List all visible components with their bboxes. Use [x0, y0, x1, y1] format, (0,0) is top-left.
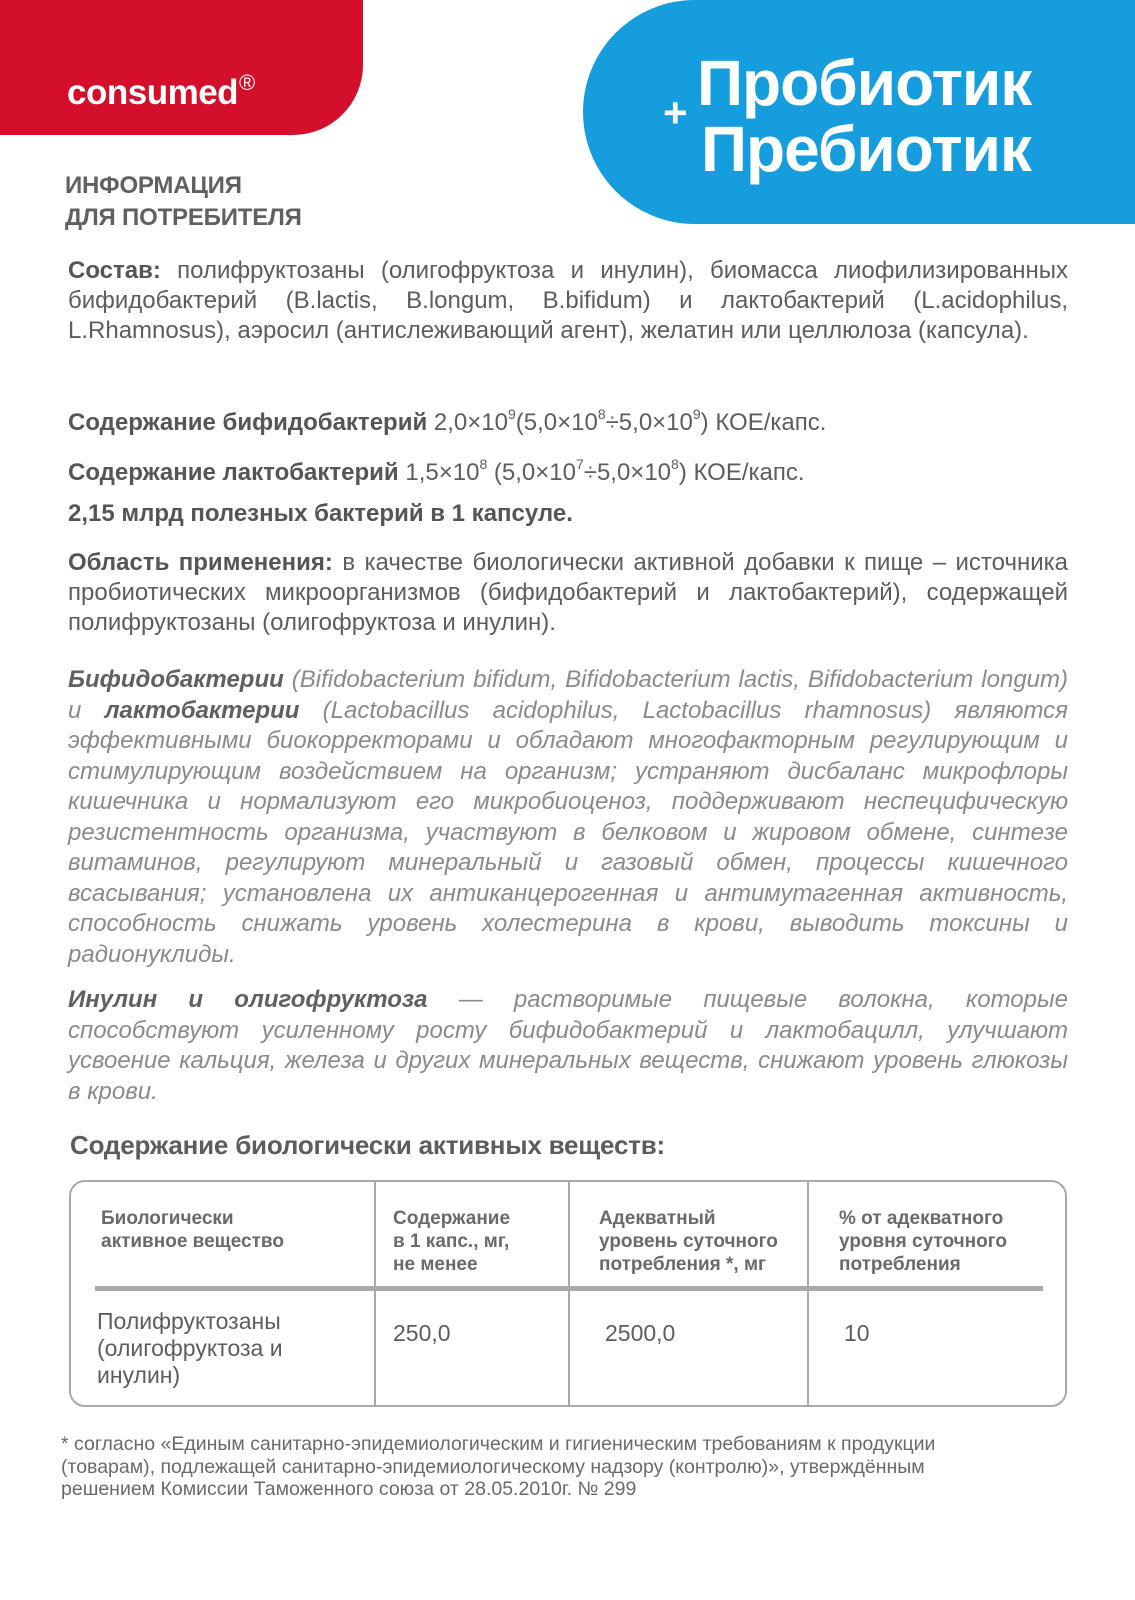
- info-heading-line2: ДЛЯ ПОТРЕБИТЕЛЯ: [65, 204, 302, 231]
- brand-logo: [67, 70, 255, 113]
- cell-substance: [97, 1308, 283, 1389]
- footnote-line2: (товарам), подлежащей санитарно-эпидемиологическому надзору (контролю)», утверждённым: [61, 1455, 925, 1478]
- header-adequate-line2: уровень суточного: [599, 1231, 778, 1252]
- bifido-content-label: Содержание бифидобактерий: [68, 409, 428, 436]
- bifido-range-min-exp: 8: [597, 406, 606, 422]
- lactobacteria-term: лактобактерии: [104, 696, 300, 724]
- lacto-content-line: [68, 449, 1068, 488]
- brand-name: consumed: [67, 73, 239, 112]
- application-text: в качестве биологически активной добавки к пище – источника пробиотических микроорганизмов (бифидобактерий и лактобактерий), содержащей полифруктозаны (олигофруктоза и инулин).: [68, 549, 1068, 636]
- lacto-range-max-exp: 8: [671, 456, 679, 472]
- registered-mark: ®: [239, 70, 255, 95]
- column-divider: [568, 1182, 570, 1405]
- header-adequate: [599, 1207, 778, 1276]
- bifido-range-max-exp: 9: [692, 406, 701, 422]
- header-adequate-line3: потребления *, мг: [599, 1254, 766, 1275]
- header-percent-line1: % от адекватного: [839, 1208, 1004, 1229]
- lacto-range-max: ÷5,0×10: [583, 459, 672, 486]
- product-banner: [583, 0, 1135, 224]
- header-adequate-line1: Адекватный: [599, 1208, 716, 1229]
- bacteria-total: 2,15 млрд полезных бактерий в 1 капсуле.: [68, 500, 573, 527]
- brand-tab: [0, 0, 363, 135]
- header-rule: [95, 1286, 1043, 1291]
- cell-substance-line2: (олигофруктоза и: [97, 1335, 283, 1361]
- info-heading: [65, 170, 302, 234]
- lacto-value: 1,5×10: [398, 459, 480, 486]
- lacto-content-label: Содержание лактобактерий: [68, 459, 399, 486]
- table-heading: Содержание биологически активных веществ:: [70, 1130, 665, 1160]
- info-heading-line1: ИНФОРМАЦИЯ: [65, 172, 242, 199]
- application-label: Область применения:: [68, 549, 333, 576]
- bifido-value: 2,0×10: [427, 409, 508, 436]
- cell-adequate: 2500,0: [605, 1320, 676, 1346]
- bifido-range-min: (5,0×10: [515, 409, 598, 436]
- header-amount-line3: не менее: [393, 1254, 478, 1275]
- composition-label: Состав:: [68, 257, 161, 284]
- product-name-line1: Пробиотик: [697, 47, 1032, 119]
- cell-substance-line1: Полифруктозаны: [97, 1308, 281, 1334]
- cell-amount: 250,0: [393, 1320, 451, 1346]
- header-substance: [101, 1207, 284, 1253]
- cell-substance-line3: инулин): [97, 1362, 181, 1388]
- bifido-range-max: ÷5,0×10: [605, 409, 693, 436]
- lacto-unit: ) КОЕ/капс.: [678, 459, 805, 486]
- column-divider: [374, 1182, 376, 1405]
- composition-text: полифруктозаны (олигофруктоза и инулин), биомасса лиофилизированных бифидобактерий (B.lactis, B.longum, B.bifidum) и лактобактерий (L.acidophilus, L.Rhamnosus), аэросил (антислеживающий агент), желатин или целлюлоза (капсула).: [68, 257, 1068, 344]
- header-amount: [393, 1207, 510, 1276]
- lacto-range-min: (5,0×10: [487, 459, 576, 486]
- footnote-line1: * согласно «Единым санитарно-эпидемиологическим и гигиеническим требованиям к продукции: [61, 1433, 936, 1455]
- nutrient-table: [69, 1180, 1067, 1407]
- column-divider: [807, 1182, 809, 1405]
- header-percent: [839, 1207, 1007, 1276]
- footnote: [61, 1433, 1071, 1501]
- plus-sign: +: [663, 89, 688, 136]
- cell-percent: 10: [844, 1320, 870, 1346]
- header-percent-line2: уровня суточного: [839, 1231, 1007, 1252]
- header-substance-line2: активное вещество: [101, 1231, 284, 1252]
- inulin-term: Инулин и олигофруктоза: [68, 986, 428, 1013]
- composition-paragraph: [68, 256, 1068, 346]
- bacteria-description: [68, 665, 1068, 970]
- lacto-range-min-exp: 7: [575, 456, 584, 472]
- inulin-description: [68, 985, 1068, 1107]
- header-substance-line1: Биологически: [101, 1208, 234, 1229]
- application-paragraph: [68, 548, 1068, 638]
- bacteria-total-line: [68, 499, 1068, 529]
- bifido-species: (Bifidobacterium bifidum, Bifidobacterium lactis, Bifidobacterium longum) и: [68, 666, 1068, 724]
- inulin-description-text: — растворимые пищевые волокна, которые способствуют усиленному росту бифидобактерий и лактобацилл, улучшают усвоение кальция, железа и других минеральных веществ, снижают уровень глюкозы в крови.: [68, 986, 1068, 1105]
- bifido-value-exp: 9: [507, 406, 516, 422]
- lacto-value-exp: 8: [479, 456, 488, 472]
- header-amount-line1: Содержание: [393, 1208, 511, 1229]
- header-amount-line2: в 1 капс., мг,: [393, 1231, 510, 1252]
- bifidobacteria-term: Бифидобактерии: [68, 666, 284, 693]
- product-name-line2: Пребиотик: [701, 113, 1031, 185]
- bacteria-description-text: (Lactobacillus acidophilus, Lactobacillus rhamnosus) являются эффективными биокорректорами и обладают многофакторным регулирующим и стимулирующим воздействием на организм; устраняют дисбаланс микрофлоры кишечника и нормализуют его микробиоценоз, поддерживают неспецифическую резистентность организма, участвуют в белковом и жировом обмене, синтезе витаминов, регулируют минеральный и газовый обмен, процессы кишечного всасывания; установлена их антиканцерогенная и антимутагенная активность, способность снижать уровень холестерина в крови, выводить токсины и радионуклиды.: [68, 696, 1069, 968]
- bifido-content-line: [68, 399, 1068, 438]
- bifido-unit: ) КОЕ/капс.: [700, 409, 827, 436]
- footnote-line3: решением Комиссии Таможенного союза от 28.05.2010г. № 299: [61, 1478, 637, 1500]
- header-percent-line3: потребления: [839, 1254, 961, 1275]
